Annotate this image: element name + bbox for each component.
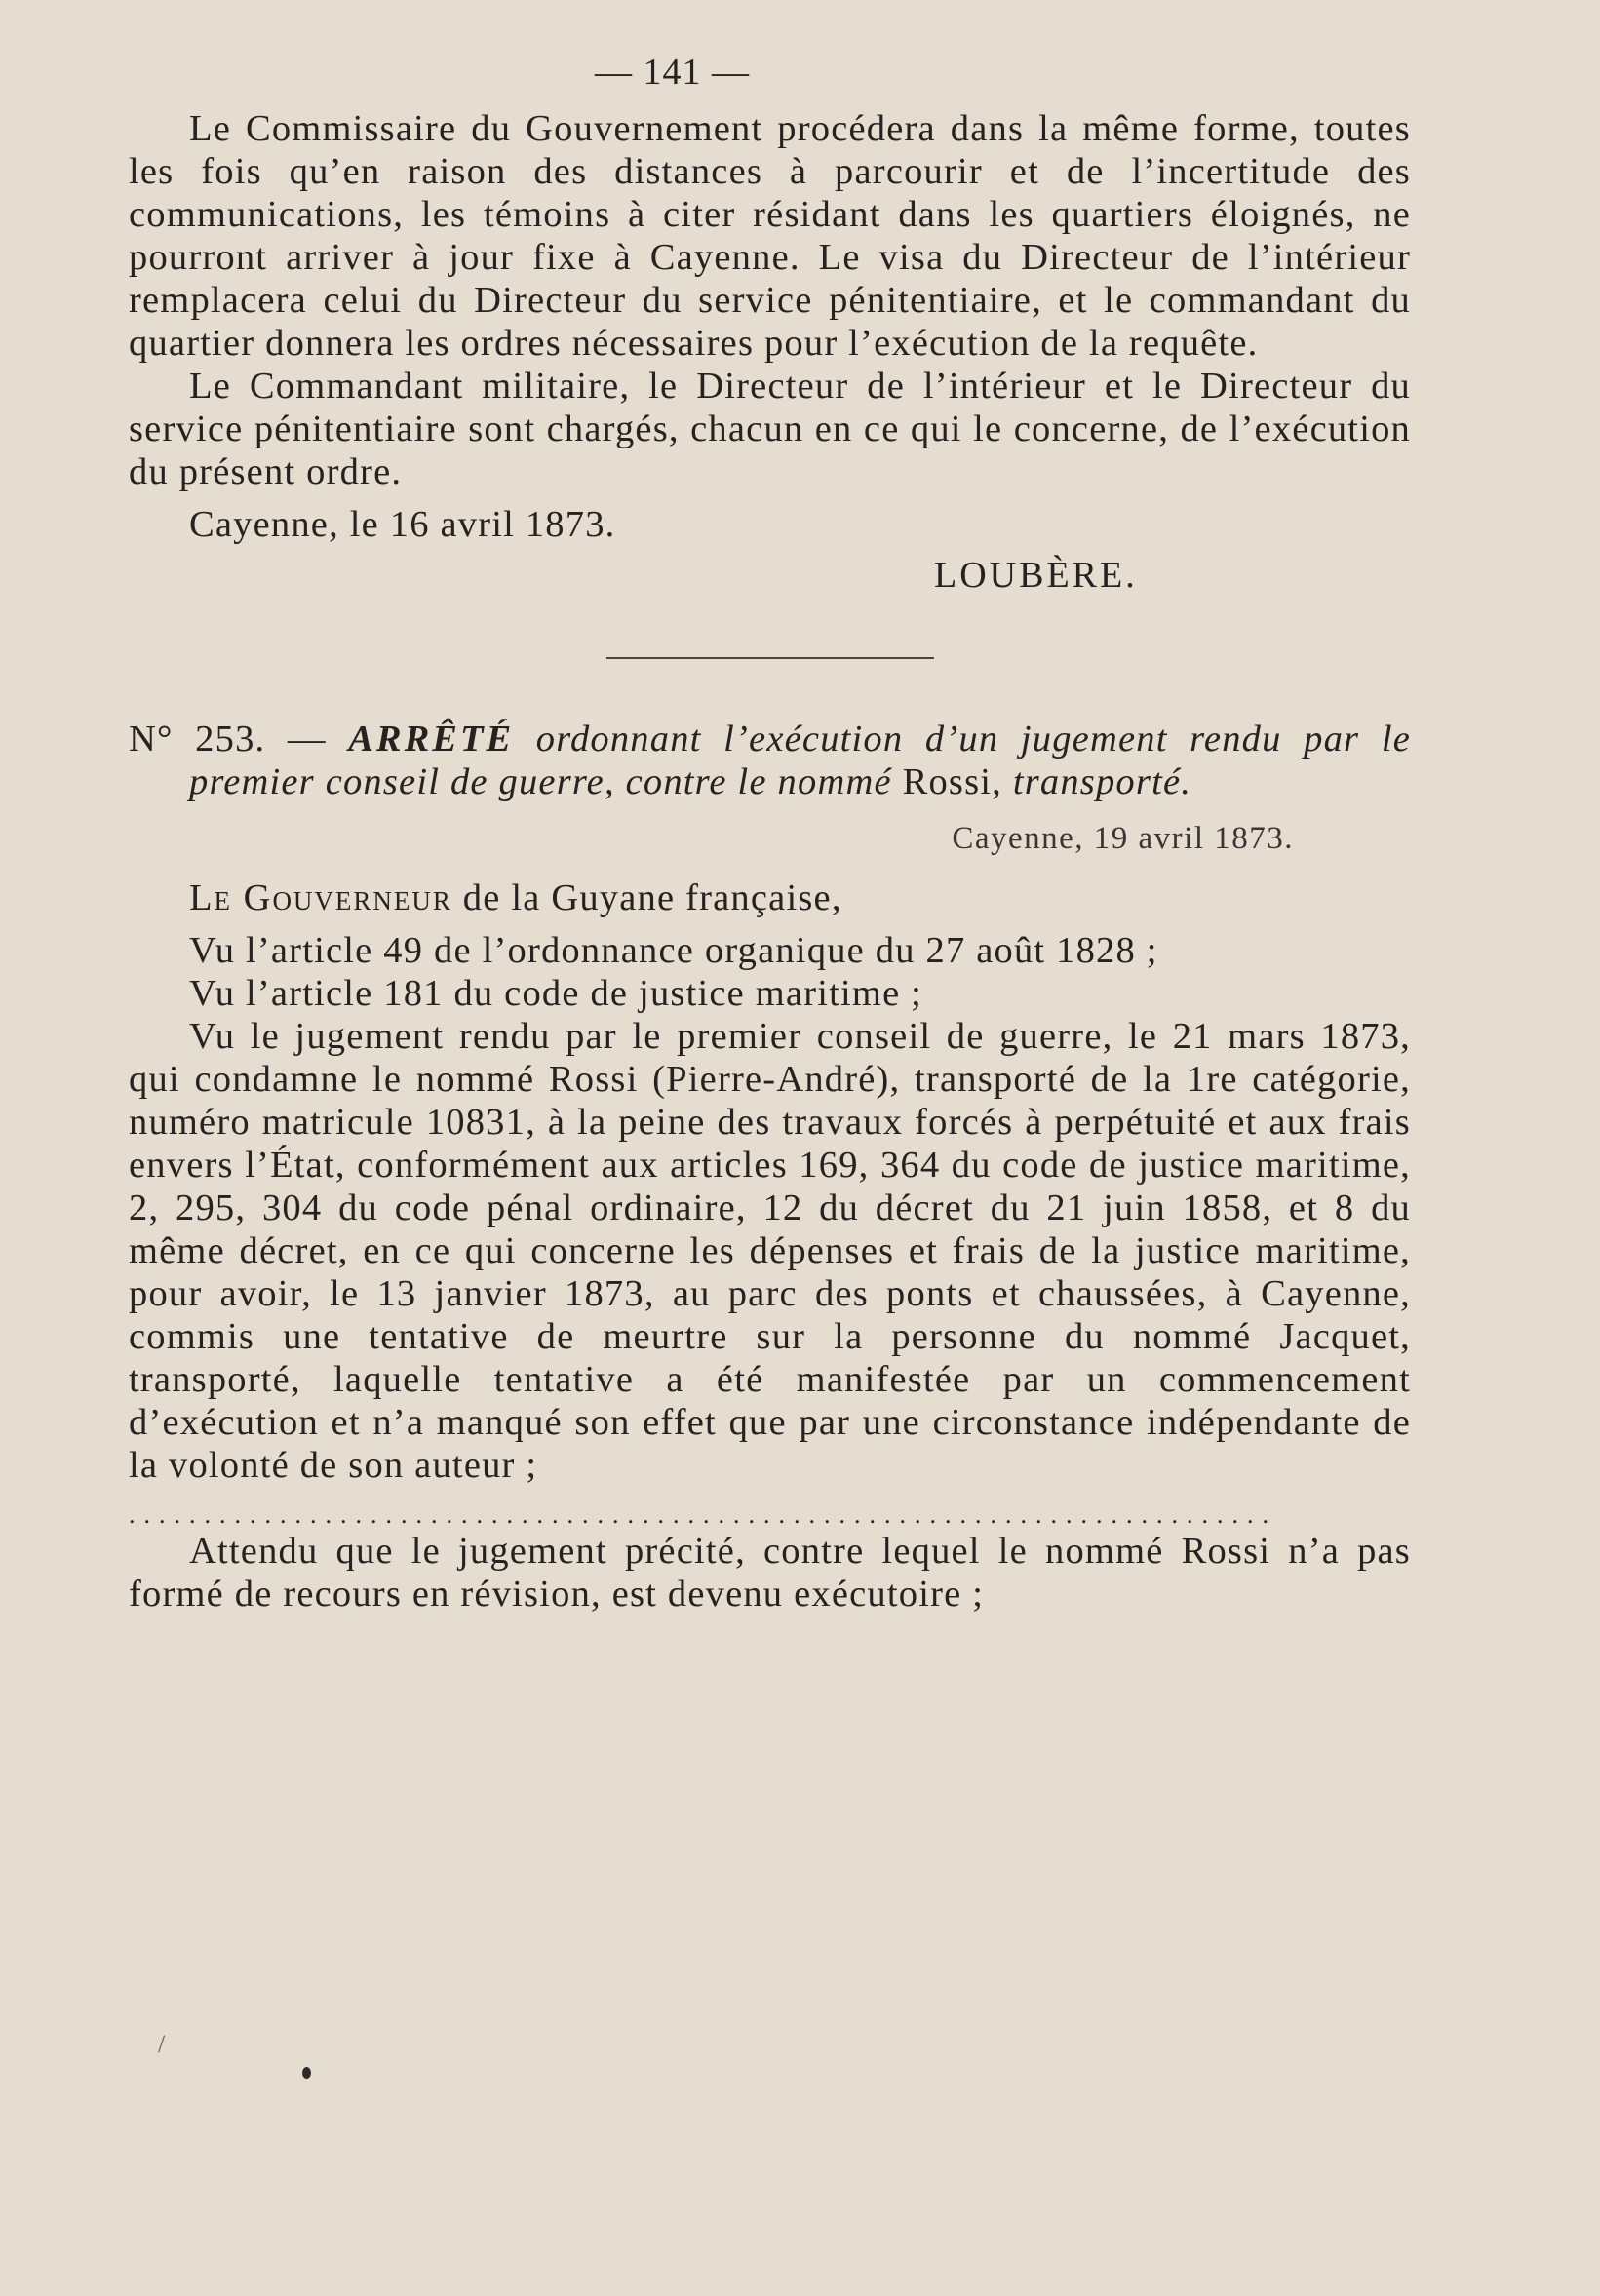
- decree-description: ordonnant l’exécution d’un jugement rendu par le premier conseil de guerre, contre le nommé: [189, 719, 1412, 802]
- decree-number: N° 253. —: [129, 719, 349, 759]
- section-separator: [606, 657, 934, 659]
- pencil-mark: /: [158, 2030, 166, 2058]
- consideration-jugement: Vu le jugement rendu par le premier conseil de guerre, le 21 mars 1873, qui condamne le nommé Rossi (Pierre-André), transporté de la 1re catégorie, numéro matricule 10831, à la peine des travaux forcés à perpétuité et aux frais envers l’État, conformément aux articles 169, 364 du code de justice maritime, 2, 295, 304 du code pénal ordinaire, 12 du décret du 21 juin 1858, et 8 du même décret, en ce qui concerne les dépenses et frais de la justice maritime, pour avoir, le 13 janvier 1873, au parc des ponts et chaussées, à Cayenne, commis une tentative de meurtre sur la personne du nommé Jacquet, transporté, laquelle tentative a été manifestée par un commencement d’exécution et n’a manqué son effet que par une circonstance indépendante de la volonté de son auteur ;: [129, 1016, 1411, 1486]
- decree-name: Rossi,: [902, 761, 1002, 802]
- governor-line: [129, 876, 1411, 919]
- decree-heading: [129, 718, 1411, 803]
- paragraph-attendu: Attendu que le jugement précité, contre lequel le nommé Rossi n’a pas formé de recours en révision, est devenu exécutoire ;: [129, 1531, 1411, 1615]
- date-line: Cayenne, le 16 avril 1873.: [189, 504, 616, 545]
- decree-title: ARRÊTÉ: [348, 719, 515, 759]
- decree-date: Cayenne, 19 avril 1873.: [952, 821, 1294, 856]
- governor-prefix: Le Gouverneur: [189, 877, 452, 918]
- ink-speck: [302, 2067, 311, 2079]
- consideration-ordonnance: Vu l’article 49 de l’ordonnance organique du 27 août 1828 ;: [189, 930, 1158, 971]
- dotted-ellipsis-line: ............................................................................: [129, 1500, 1277, 1529]
- page-number: — 141 —: [595, 52, 750, 93]
- document-page: [129, 51, 1411, 1615]
- consideration-code-justice: Vu l’article 181 du code de justice maritime ;: [189, 973, 923, 1014]
- governor-rest: de la Guyane française,: [451, 877, 842, 918]
- paragraph-commissaire: Le Commissaire du Gouvernement procédera dans la même forme, toutes les fois qu’en raison des distances à parcourir et de l’incertitude des communications, les témoins à citer résidant dans les quartiers éloignés, ne pourront arriver à jour fixe à Cayenne. Le visa du Directeur de l’intérieur remplacera celui du Directeur du service pénitentiaire, et le commandant du quartier donnera les ordres nécessaires pour l’exécution de la requête.: [129, 108, 1411, 364]
- signature: LOUBÈRE.: [934, 555, 1138, 596]
- decree-description-end: transporté.: [1002, 761, 1192, 802]
- paragraph-commandant: Le Commandant militaire, le Directeur de l’intérieur et le Directeur du service pénitentiaire sont chargés, chacun en ce qui le concerne, de l’exécution du présent ordre.: [129, 366, 1411, 492]
